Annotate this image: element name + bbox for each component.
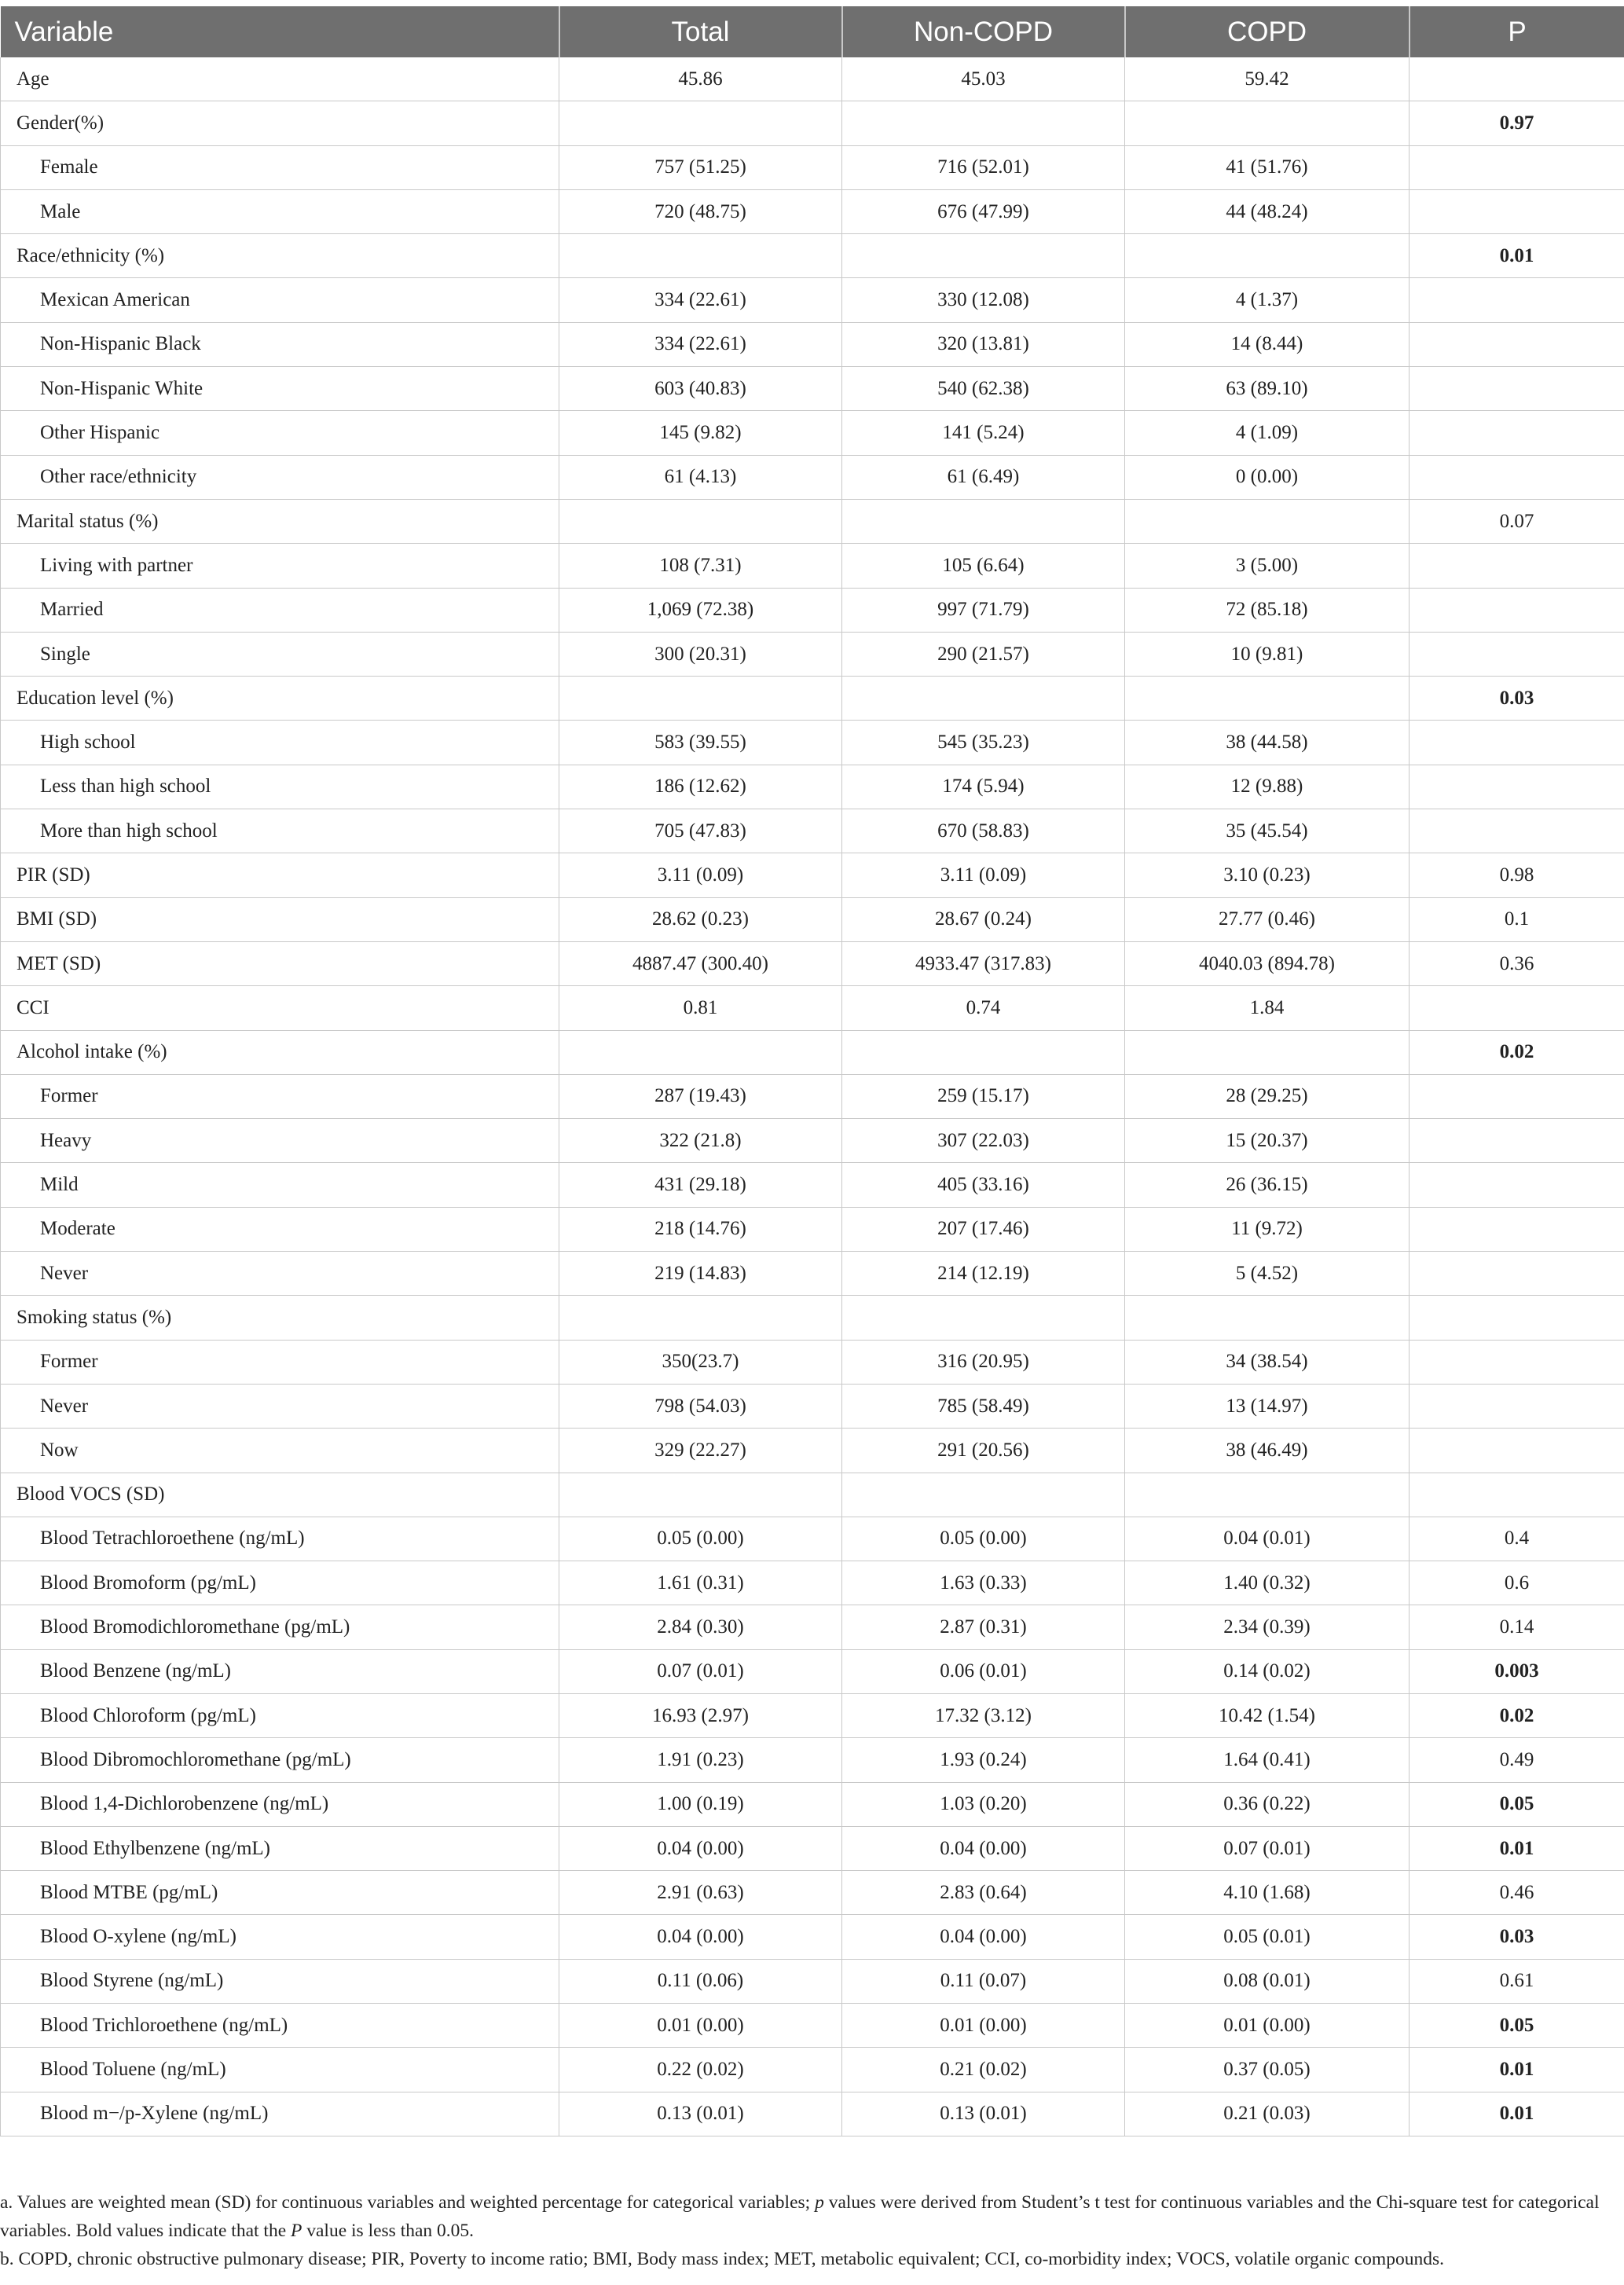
cell-p-value: 0.01 [1410,1826,1624,1870]
cell-total [559,1030,842,1074]
table-header-row [1,6,1624,57]
row-label: Now [1,1429,559,1473]
cell-total [559,677,842,721]
row-label: Other Hispanic [1,411,559,455]
row-label: Non-Hispanic Black [1,322,559,366]
row-label: Never [1,1384,559,1428]
cell-total: 1.91 (0.23) [559,1738,842,1782]
row-label: Former [1,1340,559,1384]
cell-non-copd: 174 (5.94) [842,765,1125,809]
table-row [1,1384,1624,1428]
row-label: Blood Toluene (ng/mL) [1,2048,559,2092]
row-label: Blood m−/p-Xylene (ng/mL) [1,2092,559,2136]
table-row [1,1473,1624,1517]
row-label: Blood O-xylene (ng/mL) [1,1915,559,1959]
cell-total: 720 (48.75) [559,189,842,233]
table-row [1,455,1624,499]
cell-total: 350(23.7) [559,1340,842,1384]
cell-p-value [1410,278,1624,322]
cell-non-copd: 540 (62.38) [842,367,1125,411]
cell-copd: 4 (1.37) [1125,278,1410,322]
row-label: Blood Dibromochloromethane (pg/mL) [1,1738,559,1782]
row-label: Mild [1,1163,559,1207]
table-row [1,1163,1624,1207]
row-label: Non-Hispanic White [1,367,559,411]
cell-total: 2.84 (0.30) [559,1605,842,1649]
cell-copd [1125,101,1410,145]
cell-copd: 3 (5.00) [1125,544,1410,588]
cell-total: 1,069 (72.38) [559,588,842,632]
cell-p-value: 0.05 [1410,2004,1624,2048]
cell-p-value: 0.4 [1410,1517,1624,1561]
cell-copd: 13 (14.97) [1125,1384,1410,1428]
cell-total: 0.11 (0.06) [559,1959,842,2003]
cell-total [559,1296,842,1340]
table-row [1,1915,1624,1959]
cell-p-value: 0.1 [1410,897,1624,941]
row-label: Moderate [1,1207,559,1251]
cell-p-value [1410,1384,1624,1428]
cell-non-copd: 17.32 (3.12) [842,1693,1125,1737]
cell-non-copd [842,677,1125,721]
table-row [1,189,1624,233]
cell-p-value [1410,1296,1624,1340]
table-row [1,322,1624,366]
table-row [1,1782,1624,1826]
cell-non-copd: 330 (12.08) [842,278,1125,322]
cell-p-value: 0.14 [1410,1605,1624,1649]
cell-non-copd: 0.11 (0.07) [842,1959,1125,2003]
cell-copd [1125,677,1410,721]
cell-copd: 1.40 (0.32) [1125,1561,1410,1605]
row-label: Marital status (%) [1,499,559,543]
row-label: Blood MTBE (pg/mL) [1,1871,559,1915]
row-label: Smoking status (%) [1,1296,559,1340]
table-row [1,411,1624,455]
cell-total: 1.00 (0.19) [559,1782,842,1826]
cell-copd: 5 (4.52) [1125,1252,1410,1296]
cell-p-value [1410,1429,1624,1473]
table-row [1,632,1624,676]
cell-copd: 0.01 (0.00) [1125,2004,1410,2048]
cell-copd: 0.36 (0.22) [1125,1782,1410,1826]
cell-copd: 3.10 (0.23) [1125,853,1410,897]
row-label: Married [1,588,559,632]
cell-total [559,101,842,145]
cell-non-copd: 545 (35.23) [842,721,1125,765]
table-row [1,1517,1624,1561]
cell-copd: 0 (0.00) [1125,455,1410,499]
table-row [1,1693,1624,1737]
cell-non-copd: 105 (6.64) [842,544,1125,588]
cell-total: 798 (54.03) [559,1384,842,1428]
row-label: High school [1,721,559,765]
cell-total: 583 (39.55) [559,721,842,765]
cell-non-copd: 670 (58.83) [842,809,1125,853]
row-label: Race/ethnicity (%) [1,234,559,278]
cell-non-copd: 291 (20.56) [842,1429,1125,1473]
cell-copd: 11 (9.72) [1125,1207,1410,1251]
cell-p-value [1410,1163,1624,1207]
row-label: Gender(%) [1,101,559,145]
cell-total: 334 (22.61) [559,278,842,322]
table-row [1,1429,1624,1473]
cell-total: 2.91 (0.63) [559,1871,842,1915]
cell-p-value [1410,455,1624,499]
cell-non-copd: 28.67 (0.24) [842,897,1125,941]
cell-p-value [1410,544,1624,588]
cell-copd: 0.05 (0.01) [1125,1915,1410,1959]
cell-copd: 0.21 (0.03) [1125,2092,1410,2136]
cell-p-value [1410,1207,1624,1251]
row-label: Female [1,145,559,189]
cell-non-copd: 0.01 (0.00) [842,2004,1125,2048]
cell-copd: 28 (29.25) [1125,1074,1410,1118]
cell-total: 4887.47 (300.40) [559,941,842,985]
cell-non-copd: 405 (33.16) [842,1163,1125,1207]
cell-non-copd: 997 (71.79) [842,588,1125,632]
table-row [1,278,1624,322]
cell-copd: 2.34 (0.39) [1125,1605,1410,1649]
cell-total: 145 (9.82) [559,411,842,455]
cell-p-value [1410,145,1624,189]
cell-p-value [1410,367,1624,411]
table-row [1,1207,1624,1251]
cell-p-value: 0.03 [1410,677,1624,721]
cell-p-value [1410,57,1624,101]
cell-p-value: 0.49 [1410,1738,1624,1782]
table-row [1,941,1624,985]
cell-total: 28.62 (0.23) [559,897,842,941]
row-label: Male [1,189,559,233]
cell-copd: 41 (51.76) [1125,145,1410,189]
table-row [1,1738,1624,1782]
row-label: Blood Chloroform (pg/mL) [1,1693,559,1737]
cell-copd: 63 (89.10) [1125,367,1410,411]
cell-p-value [1410,1473,1624,1517]
cell-p-value: 0.01 [1410,2092,1624,2136]
row-label: Blood Benzene (ng/mL) [1,1649,559,1693]
cell-p-value: 0.003 [1410,1649,1624,1693]
table-footnotes [0,2188,1624,2273]
cell-total: 0.22 (0.02) [559,2048,842,2092]
cell-copd: 0.14 (0.02) [1125,1649,1410,1693]
cell-total: 61 (4.13) [559,455,842,499]
cell-non-copd: 0.04 (0.00) [842,1915,1125,1959]
cell-total: 431 (29.18) [559,1163,842,1207]
cell-copd: 12 (9.88) [1125,765,1410,809]
cell-non-copd: 0.21 (0.02) [842,2048,1125,2092]
cell-p-value [1410,765,1624,809]
cell-copd: 27.77 (0.46) [1125,897,1410,941]
cell-total [559,1473,842,1517]
cell-p-value: 0.61 [1410,1959,1624,2003]
table-row [1,1605,1624,1649]
row-label: Blood Styrene (ng/mL) [1,1959,559,2003]
cell-copd: 0.04 (0.01) [1125,1517,1410,1561]
cell-copd: 0.37 (0.05) [1125,2048,1410,2092]
data-table [0,6,1624,2136]
table-row [1,234,1624,278]
table-row [1,1030,1624,1074]
row-label: Never [1,1252,559,1296]
cell-total: 1.61 (0.31) [559,1561,842,1605]
cell-total [559,234,842,278]
table-row [1,2092,1624,2136]
cell-non-copd: 45.03 [842,57,1125,101]
table-row [1,1074,1624,1118]
cell-copd: 44 (48.24) [1125,189,1410,233]
table-row [1,145,1624,189]
cell-copd: 38 (44.58) [1125,721,1410,765]
cell-non-copd: 2.87 (0.31) [842,1605,1125,1649]
table-row [1,588,1624,632]
row-label: Less than high school [1,765,559,809]
cell-copd [1125,1030,1410,1074]
cell-non-copd: 207 (17.46) [842,1207,1125,1251]
row-label: More than high school [1,809,559,853]
header-total: Total [559,6,842,57]
cell-total: 219 (14.83) [559,1252,842,1296]
cell-non-copd: 4933.47 (317.83) [842,941,1125,985]
table-row [1,544,1624,588]
row-label: Blood Bromodichloromethane (pg/mL) [1,1605,559,1649]
row-label: Blood Ethylbenzene (ng/mL) [1,1826,559,1870]
table-row [1,2004,1624,2048]
cell-non-copd: 2.83 (0.64) [842,1871,1125,1915]
table-body [1,57,1624,2136]
row-label: Blood Tetrachloroethene (ng/mL) [1,1517,559,1561]
cell-copd: 26 (36.15) [1125,1163,1410,1207]
cell-copd: 14 (8.44) [1125,322,1410,366]
cell-copd: 1.64 (0.41) [1125,1738,1410,1782]
table-row [1,677,1624,721]
footnote-a: a. Values are weighted mean (SD) for continuous variables and weighted percentage for categorical variables; p values were derived from Student’s t test for continuous variables and the Chi-square test for categorical variables. Bold values indicate that the P value is less than 0.05. [0,2192,1600,2241]
table-row [1,1649,1624,1693]
cell-p-value: 0.05 [1410,1782,1624,1826]
cell-p-value [1410,632,1624,676]
header-non-copd: Non-COPD [842,6,1125,57]
cell-p-value: 0.07 [1410,499,1624,543]
table-row [1,1252,1624,1296]
cell-non-copd: 320 (13.81) [842,322,1125,366]
cell-non-copd: 290 (21.57) [842,632,1125,676]
cell-non-copd: 0.06 (0.01) [842,1649,1125,1693]
footnote-b: b. COPD, chronic obstructive pulmonary disease; PIR, Poverty to income ratio; BMI, Body mass index; MET, metabolic equivalent; CCI, co-morbidity index; VOCS, volatile organic compounds. [0,2249,1444,2269]
table-row [1,1340,1624,1384]
cell-copd: 4.10 (1.68) [1125,1871,1410,1915]
table-row [1,101,1624,145]
cell-copd: 4 (1.09) [1125,411,1410,455]
cell-non-copd [842,1030,1125,1074]
cell-p-value: 0.03 [1410,1915,1624,1959]
cell-total: 0.13 (0.01) [559,2092,842,2136]
cell-p-value [1410,1119,1624,1163]
cell-non-copd: 1.63 (0.33) [842,1561,1125,1605]
cell-non-copd: 0.74 [842,986,1125,1030]
cell-copd: 59.42 [1125,57,1410,101]
cell-copd: 0.08 (0.01) [1125,1959,1410,2003]
cell-non-copd [842,234,1125,278]
cell-non-copd: 259 (15.17) [842,1074,1125,1118]
row-label: Blood 1,4-Dichlorobenzene (ng/mL) [1,1782,559,1826]
cell-p-value: 0.01 [1410,2048,1624,2092]
cell-total: 322 (21.8) [559,1119,842,1163]
cell-non-copd: 307 (22.03) [842,1119,1125,1163]
row-label: MET (SD) [1,941,559,985]
cell-total: 0.05 (0.00) [559,1517,842,1561]
table-row [1,1561,1624,1605]
cell-total: 0.04 (0.00) [559,1826,842,1870]
cell-copd: 4040.03 (894.78) [1125,941,1410,985]
cell-p-value: 0.36 [1410,941,1624,985]
row-label: Former [1,1074,559,1118]
cell-non-copd [842,1296,1125,1340]
cell-copd: 34 (38.54) [1125,1340,1410,1384]
cell-p-value [1410,189,1624,233]
cell-total: 108 (7.31) [559,544,842,588]
cell-copd: 35 (45.54) [1125,809,1410,853]
cell-total: 0.01 (0.00) [559,2004,842,2048]
table-row [1,499,1624,543]
cell-non-copd: 0.04 (0.00) [842,1826,1125,1870]
cell-p-value [1410,721,1624,765]
row-label: Single [1,632,559,676]
cell-total [559,499,842,543]
cell-copd [1125,1473,1410,1517]
cell-total: 16.93 (2.97) [559,1693,842,1737]
cell-non-copd: 141 (5.24) [842,411,1125,455]
cell-p-value [1410,1252,1624,1296]
table-row [1,853,1624,897]
table-row [1,721,1624,765]
cell-total: 0.04 (0.00) [559,1915,842,1959]
table-row [1,57,1624,101]
cell-total: 757 (51.25) [559,145,842,189]
cell-p-value: 0.6 [1410,1561,1624,1605]
cell-non-copd: 1.93 (0.24) [842,1738,1125,1782]
cell-p-value: 0.01 [1410,234,1624,278]
cell-total: 300 (20.31) [559,632,842,676]
cell-non-copd: 716 (52.01) [842,145,1125,189]
row-label: Blood Trichloroethene (ng/mL) [1,2004,559,2048]
cell-non-copd: 1.03 (0.20) [842,1782,1125,1826]
cell-p-value [1410,322,1624,366]
cell-non-copd: 785 (58.49) [842,1384,1125,1428]
row-label: Heavy [1,1119,559,1163]
cell-non-copd: 214 (12.19) [842,1252,1125,1296]
cell-non-copd [842,499,1125,543]
table-row [1,1296,1624,1340]
table-row [1,1959,1624,2003]
header-copd: COPD [1125,6,1410,57]
header-variable: Variable [1,6,559,57]
row-label: Blood VOCS (SD) [1,1473,559,1517]
cell-total: 287 (19.43) [559,1074,842,1118]
cell-total: 0.81 [559,986,842,1030]
cell-p-value: 0.02 [1410,1030,1624,1074]
table-row [1,2048,1624,2092]
cell-copd: 72 (85.18) [1125,588,1410,632]
cell-copd: 15 (20.37) [1125,1119,1410,1163]
row-label: Living with partner [1,544,559,588]
cell-total: 705 (47.83) [559,809,842,853]
cell-total: 3.11 (0.09) [559,853,842,897]
cell-copd [1125,499,1410,543]
cell-copd: 10.42 (1.54) [1125,1693,1410,1737]
cell-non-copd [842,1473,1125,1517]
table-row [1,1119,1624,1163]
cell-p-value [1410,588,1624,632]
table-row [1,897,1624,941]
table-row [1,765,1624,809]
cell-non-copd: 316 (20.95) [842,1340,1125,1384]
cell-p-value [1410,1340,1624,1384]
cell-copd [1125,1296,1410,1340]
cell-copd: 1.84 [1125,986,1410,1030]
cell-non-copd: 61 (6.49) [842,455,1125,499]
cell-total: 45.86 [559,57,842,101]
cell-p-value: 0.98 [1410,853,1624,897]
cell-total: 218 (14.76) [559,1207,842,1251]
cell-p-value: 0.97 [1410,101,1624,145]
cell-total: 334 (22.61) [559,322,842,366]
table-row [1,1826,1624,1870]
header-p: P [1410,6,1624,57]
cell-p-value [1410,809,1624,853]
row-label: Blood Bromoform (pg/mL) [1,1561,559,1605]
cell-p-value [1410,1074,1624,1118]
row-label: PIR (SD) [1,853,559,897]
row-label: Education level (%) [1,677,559,721]
row-label: BMI (SD) [1,897,559,941]
table-row [1,986,1624,1030]
table-row [1,809,1624,853]
cell-total: 603 (40.83) [559,367,842,411]
cell-p-value: 0.46 [1410,1871,1624,1915]
row-label: Mexican American [1,278,559,322]
cell-p-value [1410,411,1624,455]
row-label: Alcohol intake (%) [1,1030,559,1074]
cell-total: 0.07 (0.01) [559,1649,842,1693]
row-label: Other race/ethnicity [1,455,559,499]
table-row [1,1871,1624,1915]
cell-copd: 38 (46.49) [1125,1429,1410,1473]
cell-copd [1125,234,1410,278]
cell-p-value: 0.02 [1410,1693,1624,1737]
cell-p-value [1410,986,1624,1030]
cell-non-copd: 3.11 (0.09) [842,853,1125,897]
table-row [1,367,1624,411]
cell-copd: 10 (9.81) [1125,632,1410,676]
cell-total: 186 (12.62) [559,765,842,809]
cell-total: 329 (22.27) [559,1429,842,1473]
cell-non-copd [842,101,1125,145]
row-label: CCI [1,986,559,1030]
cell-non-copd: 676 (47.99) [842,189,1125,233]
row-label: Age [1,57,559,101]
cell-copd: 0.07 (0.01) [1125,1826,1410,1870]
cell-non-copd: 0.13 (0.01) [842,2092,1125,2136]
cell-non-copd: 0.05 (0.00) [842,1517,1125,1561]
